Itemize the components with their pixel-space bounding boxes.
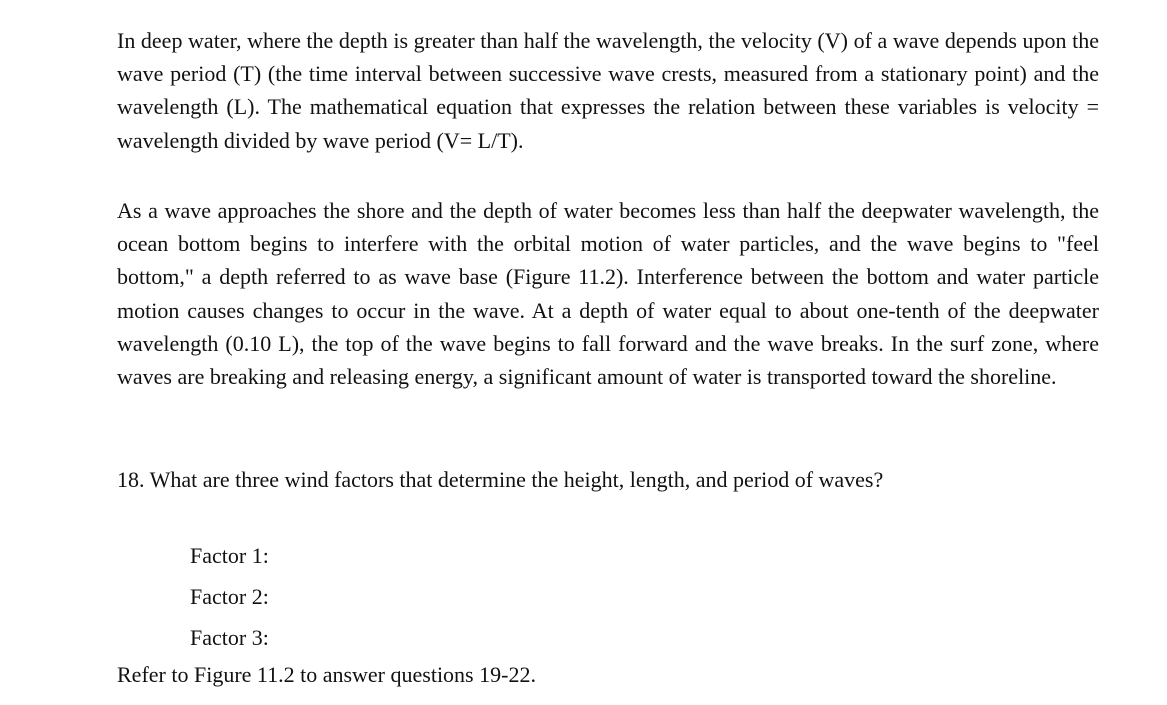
question-18: 18. What are three wind factors that determine the height, length, and period of waves? [117, 467, 884, 492]
factor-3-label: Factor 3: [190, 625, 269, 650]
figure-reference-instruction: Refer to Figure 11.2 to answer questions 19-22. [117, 662, 536, 687]
factor-list [190, 535, 269, 658]
factor-2-label: Factor 2: [190, 584, 269, 609]
paragraph-deep-water-velocity: In deep water, where the depth is greater than half the wavelength, the velocity (V) of a wave depends upon the wave period (T) (the time interval between successive wave crests, measured from a stationary point) and the wavelength (L). The mathematical equation that expresses the relation between these variables is velocity = wavelength divided by wave period (V= L/T). [117, 28, 1099, 153]
paragraph-wave-base: As a wave approaches the shore and the depth of water becomes less than half the deepwater wavelength, the ocean bottom begins to interfere with the orbital motion of water particles, and the wave begins to "feel bottom," a depth referred to as wave base (Figure 11.2). Interference between the bottom and water particle motion causes changes to occur in the wave. At a depth of water equal to about one-tenth of the deepwater wavelength (0.10 L), the top of the wave begins to fall forward and the wave breaks. In the surf zone, where waves are breaking and releasing energy, a significant amount of water is transported toward the shoreline. [117, 198, 1099, 390]
factor-1-label: Factor 1: [190, 543, 269, 568]
